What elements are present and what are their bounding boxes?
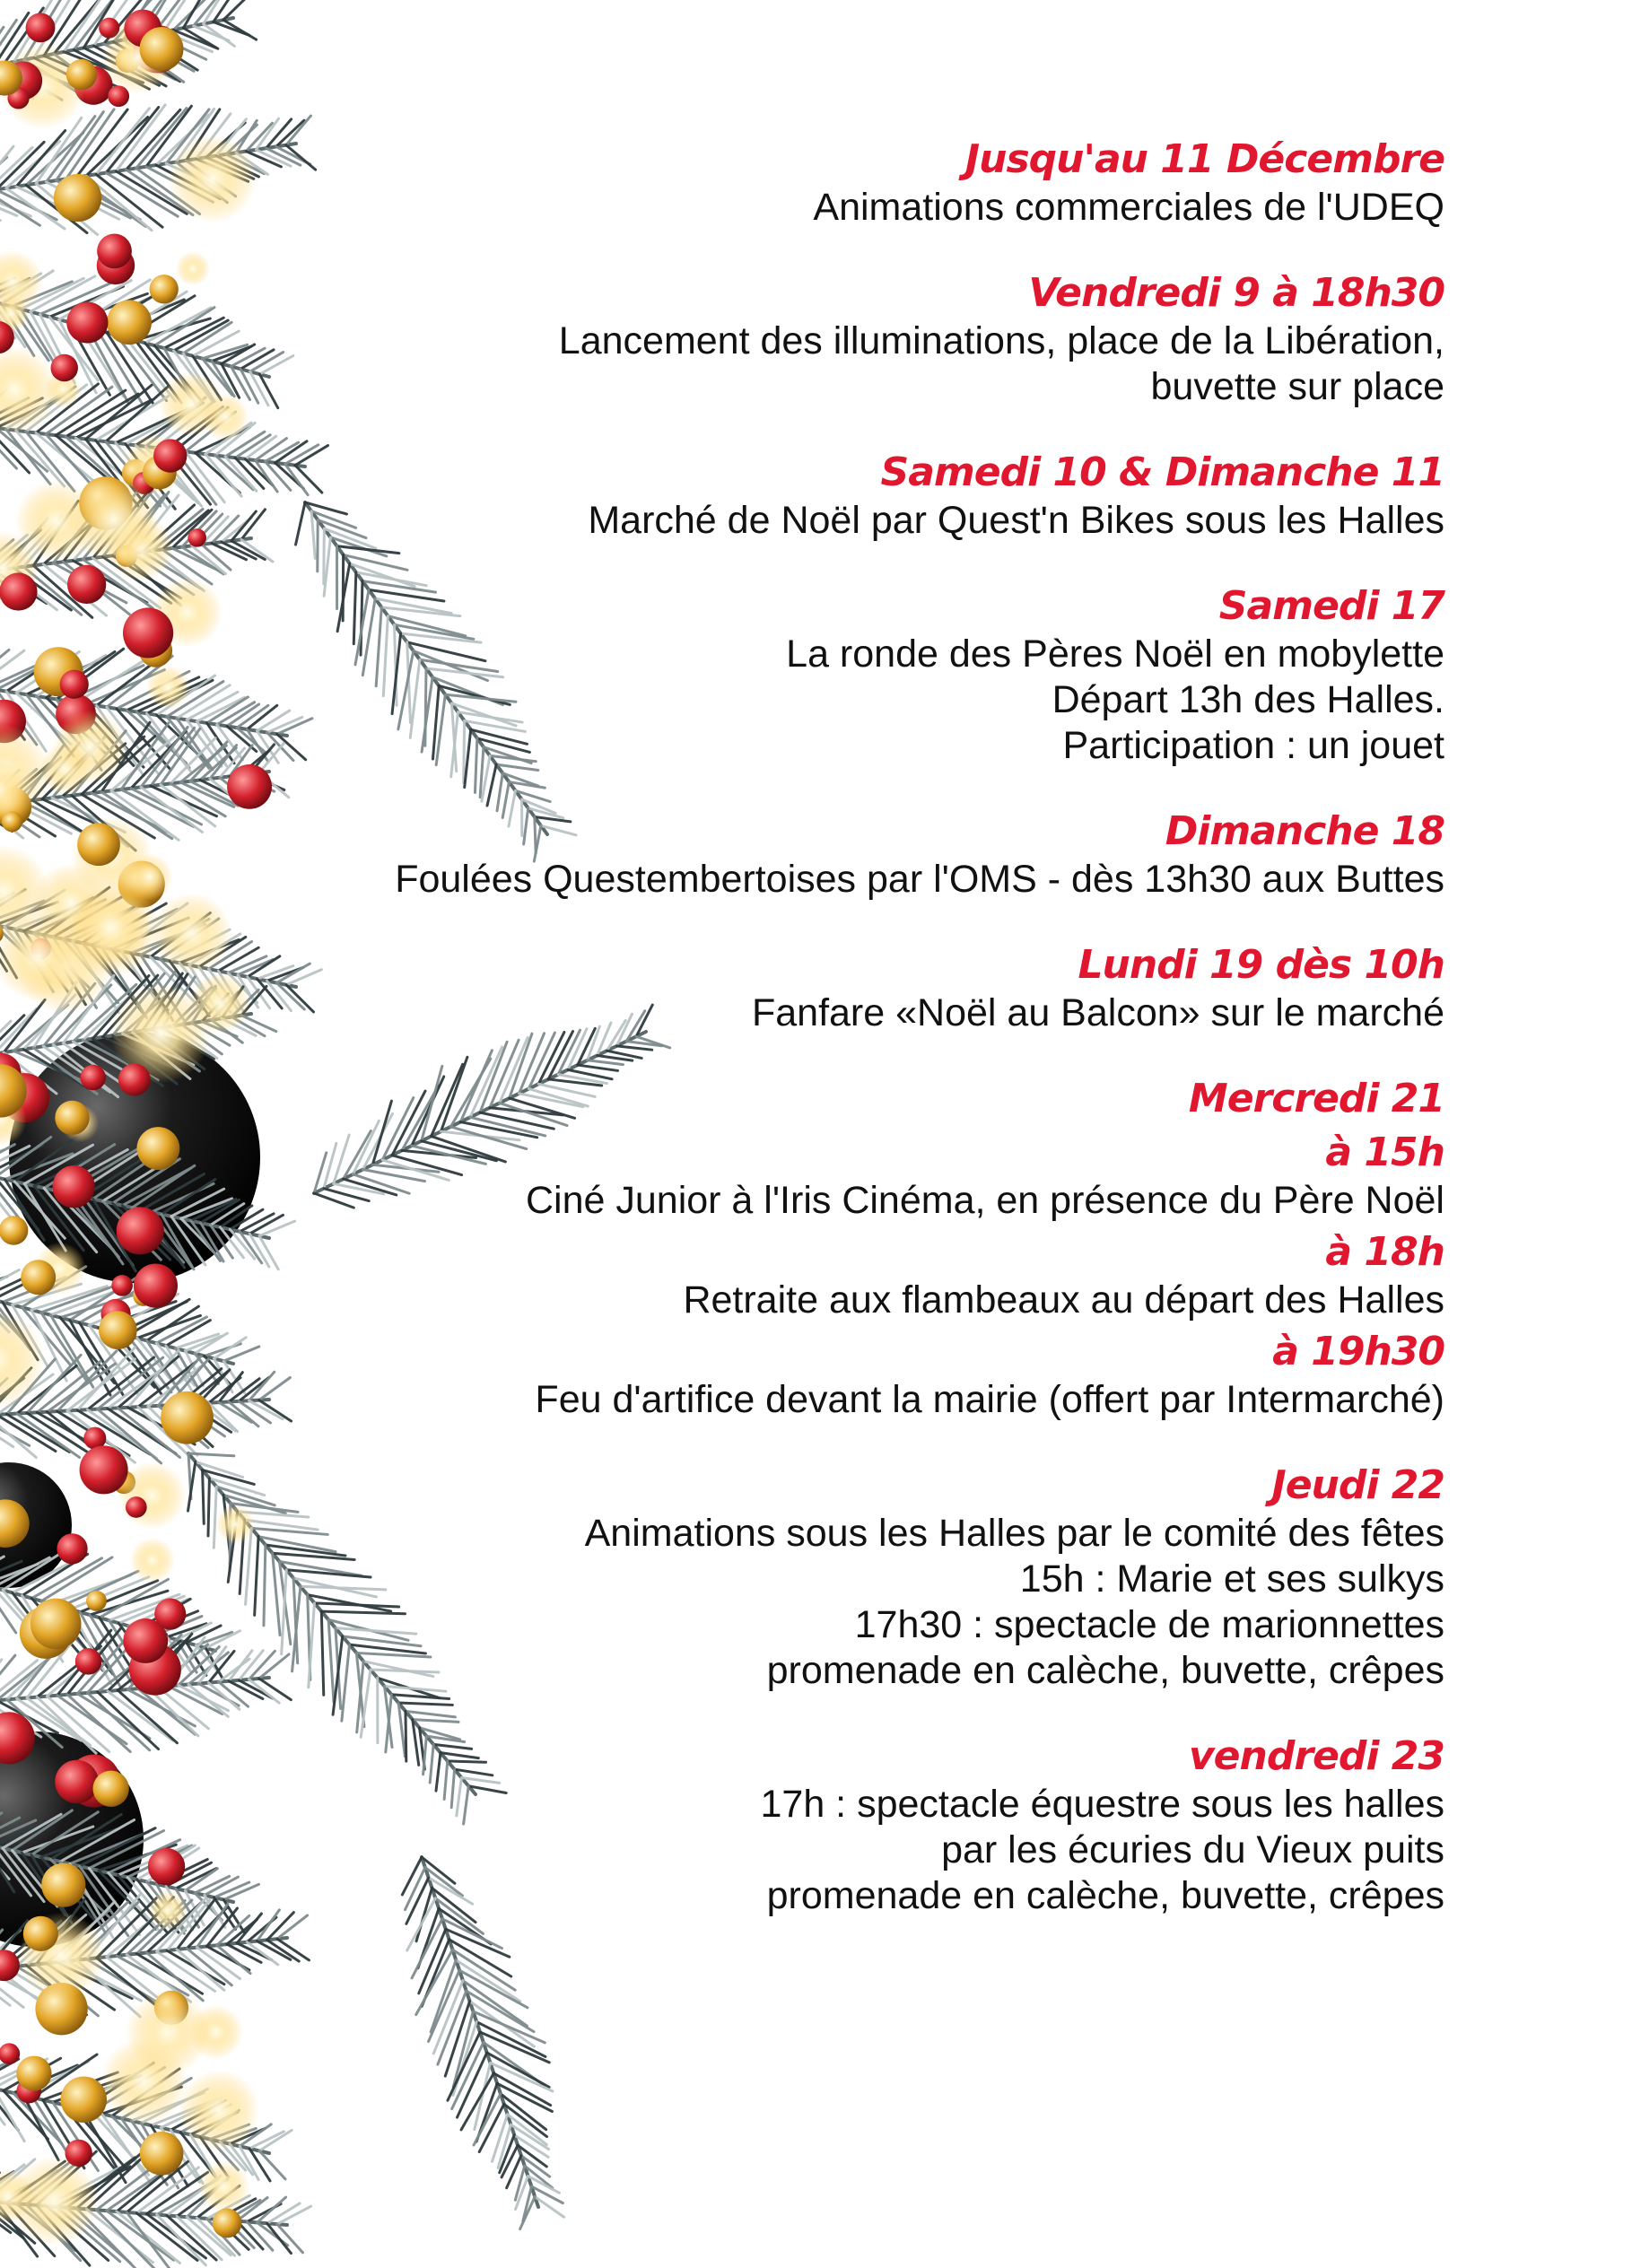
event-time: à 15h <box>1325 1130 1444 1175</box>
event-date: Lundi 19 dès 10h <box>1078 942 1444 988</box>
event-description: Départ 13h des Halles. <box>1052 678 1444 721</box>
event-date: Jusqu'au 11 Décembre <box>964 136 1444 182</box>
event-date: Dimanche 18 <box>1165 808 1444 854</box>
event-item <box>188 807 1444 903</box>
event-date: Vendredi 9 à 18h30 <box>1028 270 1444 316</box>
event-item <box>188 1074 1444 1423</box>
event-item <box>188 268 1444 410</box>
event-description: 15h : Marie et ses sulkys <box>1019 1557 1444 1601</box>
event-description: promenade en calèche, buvette, crêpes <box>766 1874 1444 1917</box>
event-item <box>188 1461 1444 1694</box>
event-description: La ronde des Pères Noël en mobylette <box>786 632 1444 676</box>
event-description: buvette sur place <box>1150 365 1444 408</box>
event-time: à 19h30 <box>1272 1329 1444 1374</box>
event-item <box>188 135 1444 231</box>
event-date: Samedi 17 <box>1218 583 1444 629</box>
event-date: vendredi 23 <box>1188 1733 1444 1779</box>
event-description: Participation : un jouet <box>1062 724 1444 767</box>
event-schedule <box>188 135 1444 1957</box>
event-item <box>188 940 1444 1036</box>
event-time: à 18h <box>1325 1229 1444 1275</box>
event-description: Foulées Questembertoises par l'OMS - dès 13h30 aux Buttes <box>395 858 1444 901</box>
event-description: promenade en calèche, buvette, crêpes <box>766 1649 1444 1692</box>
event-description: 17h : spectacle équestre sous les halles <box>760 1783 1444 1826</box>
event-description: Retraite aux flambeaux au départ des Halles <box>683 1278 1444 1322</box>
event-item <box>188 448 1444 544</box>
event-date: Samedi 10 & Dimanche 11 <box>880 449 1444 495</box>
event-description: Animations commerciales de l'UDEQ <box>813 186 1444 229</box>
event-description: Ciné Junior à l'Iris Cinéma, en présence du Père Noël <box>525 1179 1444 1222</box>
event-item <box>188 581 1444 769</box>
event-description: Animations sous les Halles par le comité des fêtes <box>584 1512 1444 1555</box>
event-description: par les écuries du Vieux puits <box>941 1828 1444 1871</box>
event-description: Fanfare «Noël au Balcon» sur le marché <box>751 991 1444 1034</box>
event-date: Mercredi 21 <box>1188 1076 1444 1121</box>
event-description: 17h30 : spectacle de marionnettes <box>854 1603 1444 1646</box>
event-item <box>188 1732 1444 1919</box>
event-description: Feu d'artifice devant la mairie (offert par Intermarché) <box>535 1378 1444 1421</box>
event-date: Jeudi 22 <box>1271 1462 1444 1508</box>
event-description: Marché de Noël par Quest'n Bikes sous les Halles <box>588 499 1444 542</box>
event-description: Lancement des illuminations, place de la Libération, <box>558 319 1444 362</box>
